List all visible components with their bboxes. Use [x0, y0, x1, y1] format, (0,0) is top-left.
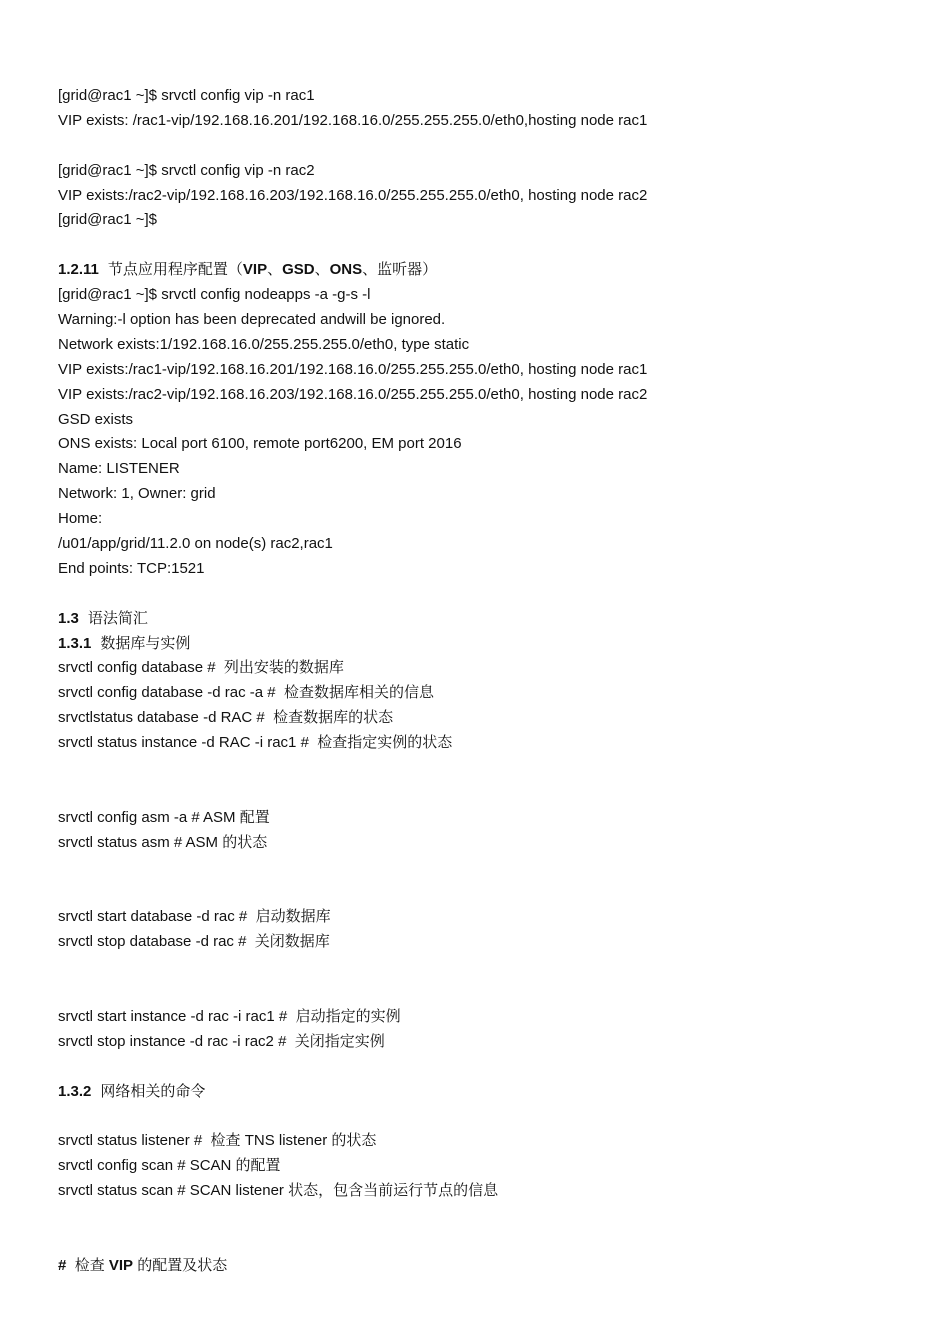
vip-heading: # 检查 VIP 的配置及状态	[58, 1256, 228, 1274]
section-heading-1-3	[58, 607, 918, 632]
text-line: [grid@rac1 ~]$ srvctl config vip -n rac2	[58, 161, 315, 179]
text-line: VIP exists: /rac1-vip/192.168.16.201/192.168.16.0/255.255.255.0/eth0,hosting node rac1	[58, 111, 648, 129]
text-line: ONS exists: Local port 6100, remote port6200, EM port 2016	[58, 435, 462, 453]
text-line: srvctl status scan # SCAN listener 状态，包含当前运行节点的信息	[58, 1182, 499, 1200]
text-line: srvctl stop database -d rac # 关闭数据库	[58, 933, 330, 951]
text-line: [grid@rac1 ~]$	[58, 211, 158, 229]
text-line: VIP exists:/rac1-vip/192.168.16.201/192.168.16.0/255.255.255.0/eth0, hosting node rac1	[58, 360, 648, 378]
text-line: GSD exists	[58, 410, 134, 428]
text-line: srvctl config database -d rac -a # 检查数据库相关的信息	[58, 684, 434, 702]
section-heading-1-3-1	[58, 632, 918, 657]
text-line: VIP exists:/rac2-vip/192.168.16.203/192.168.16.0/255.255.255.0/eth0, hosting node rac2	[58, 186, 648, 204]
text-line: Name: LISTENER	[58, 460, 180, 478]
text-line: srvctl status instance -d RAC -i rac1 # 检查指定实例的状态	[58, 734, 453, 752]
text-line: srvctl config database # 列出安装的数据库	[58, 659, 344, 677]
text-line: End points: TCP:1521	[58, 559, 205, 577]
text-line: srvctl status asm # ASM 的状态	[58, 833, 268, 851]
text-line: srvctl start instance -d rac -i rac1 # 启动指定的实例	[58, 1008, 401, 1025]
section-title: 数据库与实例	[100, 634, 191, 652]
section-number: 1.3.1	[58, 634, 92, 652]
text-line: Home:	[58, 510, 103, 528]
section-title: 网络相关的命令	[100, 1082, 206, 1100]
text-line: Network exists:1/192.168.16.0/255.255.255.0/eth0, type static	[58, 335, 470, 353]
text-line: Network: 1, Owner: grid	[58, 485, 216, 503]
section-number: 1.3.2	[58, 1082, 92, 1100]
text-line: srvctl config scan # SCAN 的配置	[58, 1157, 281, 1175]
text-line: Warning:-l option has been deprecated andwill be ignored.	[58, 311, 446, 329]
text-line: [grid@rac1 ~]$ srvctl config nodeapps -a -g-s -l	[58, 286, 371, 304]
text-line: VIP exists:/rac2-vip/192.168.16.203/192.168.16.0/255.255.255.0/eth0, hosting node rac2	[58, 385, 648, 403]
section-number: 1.2.11	[58, 261, 99, 279]
text-line: srvctl start database -d rac # 启动数据库	[58, 908, 331, 926]
text-line: [grid@rac1 ~]$ srvctl config vip -n rac1	[58, 87, 315, 104]
text-line: srvctl status listener # 检查 TNS listener 的状态	[58, 1132, 377, 1150]
section-heading-1-3-2	[58, 1080, 918, 1105]
text-line: srvctlstatus database -d RAC # 检查数据库的状态	[58, 709, 394, 727]
text-line: srvctl config asm -a # ASM 配置	[58, 808, 270, 826]
section-heading-1-2-11: 1.2.11 节点应用程序配置（VIP、GSD、ONS、监听器）	[58, 261, 438, 279]
text-line: /u01/app/grid/11.2.0 on node(s) rac2,rac1	[58, 535, 333, 553]
section-title: 语法简汇	[87, 609, 148, 627]
document-page	[58, 84, 918, 1279]
section-number: 1.3	[58, 609, 79, 627]
text-line: srvctl stop instance -d rac -i rac2 # 关闭指定实例	[58, 1032, 385, 1050]
